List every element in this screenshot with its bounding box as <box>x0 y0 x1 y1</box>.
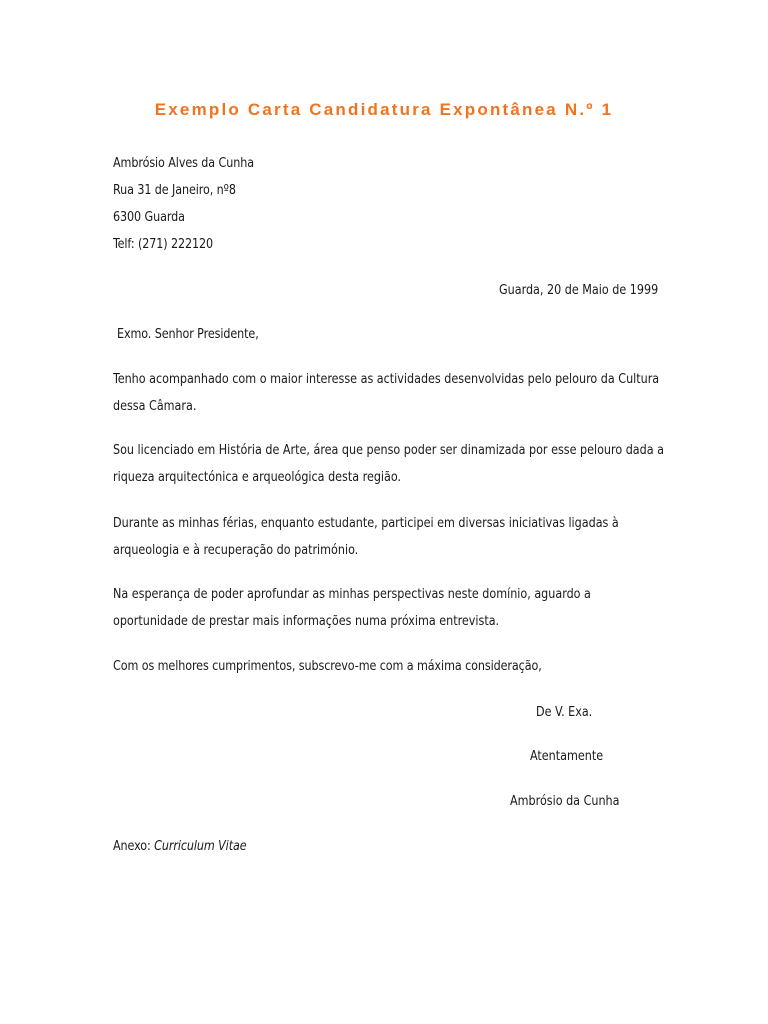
closing-line: Com os melhores cumprimentos, subscrevo-me com a máxima consideração, <box>113 658 542 674</box>
letter-title: Exemplo Carta Candidatura Expontânea N.º 1 <box>154 100 614 119</box>
sender-phone: Telf: (271) 222120 <box>113 236 214 252</box>
place-date: Guarda, 20 de Maio de 1999 <box>499 282 659 298</box>
paragraph-4-line-1: Na esperança de poder aprofundar as minhas perspectivas neste domínio, aguardo a <box>113 586 591 602</box>
paragraph-3-line-1: Durante as minhas férias, enquanto estudante, participei em diversas iniciativas ligadas à <box>113 515 619 531</box>
paragraph-2 <box>113 437 665 491</box>
paragraph-2-line-1: Sou licenciado em História de Arte, área que penso poder ser dinamizada por esse pelouro dada a <box>113 442 664 458</box>
paragraph-1-line-1: Tenho acompanhado com o maior interesse as actividades desenvolvidas pelo pelouro da Cultura <box>113 371 660 387</box>
paragraph-4 <box>113 581 665 635</box>
paragraph-4-line-2: oportunidade de prestar mais informações numa próxima entrevista. <box>113 613 500 629</box>
paragraph-3-line-2: arqueologia e à recuperação do património. <box>113 542 359 558</box>
sender-street: Rua 31 de Janeiro, nº8 <box>113 182 236 198</box>
sender-city: 6300 Guarda <box>113 209 185 225</box>
annex-value: Curriculum Vitae <box>154 838 247 854</box>
sign-off-line-2: Atentamente <box>530 748 604 764</box>
paragraph-3 <box>113 510 665 564</box>
paragraph-1-line-2: dessa Câmara. <box>113 398 197 414</box>
sign-off-line-1: De V. Exa. <box>536 704 593 720</box>
paragraph-1 <box>113 366 665 420</box>
sender-name: Ambrósio Alves da Cunha <box>113 155 254 171</box>
salutation: Exmo. Senhor Presidente, <box>117 326 259 342</box>
annex <box>113 838 247 854</box>
annex-label: Anexo: <box>113 838 155 854</box>
signature: Ambrósio da Cunha <box>510 793 620 809</box>
paragraph-2-line-2: riqueza arquitectónica e arqueológica desta região. <box>113 469 402 485</box>
